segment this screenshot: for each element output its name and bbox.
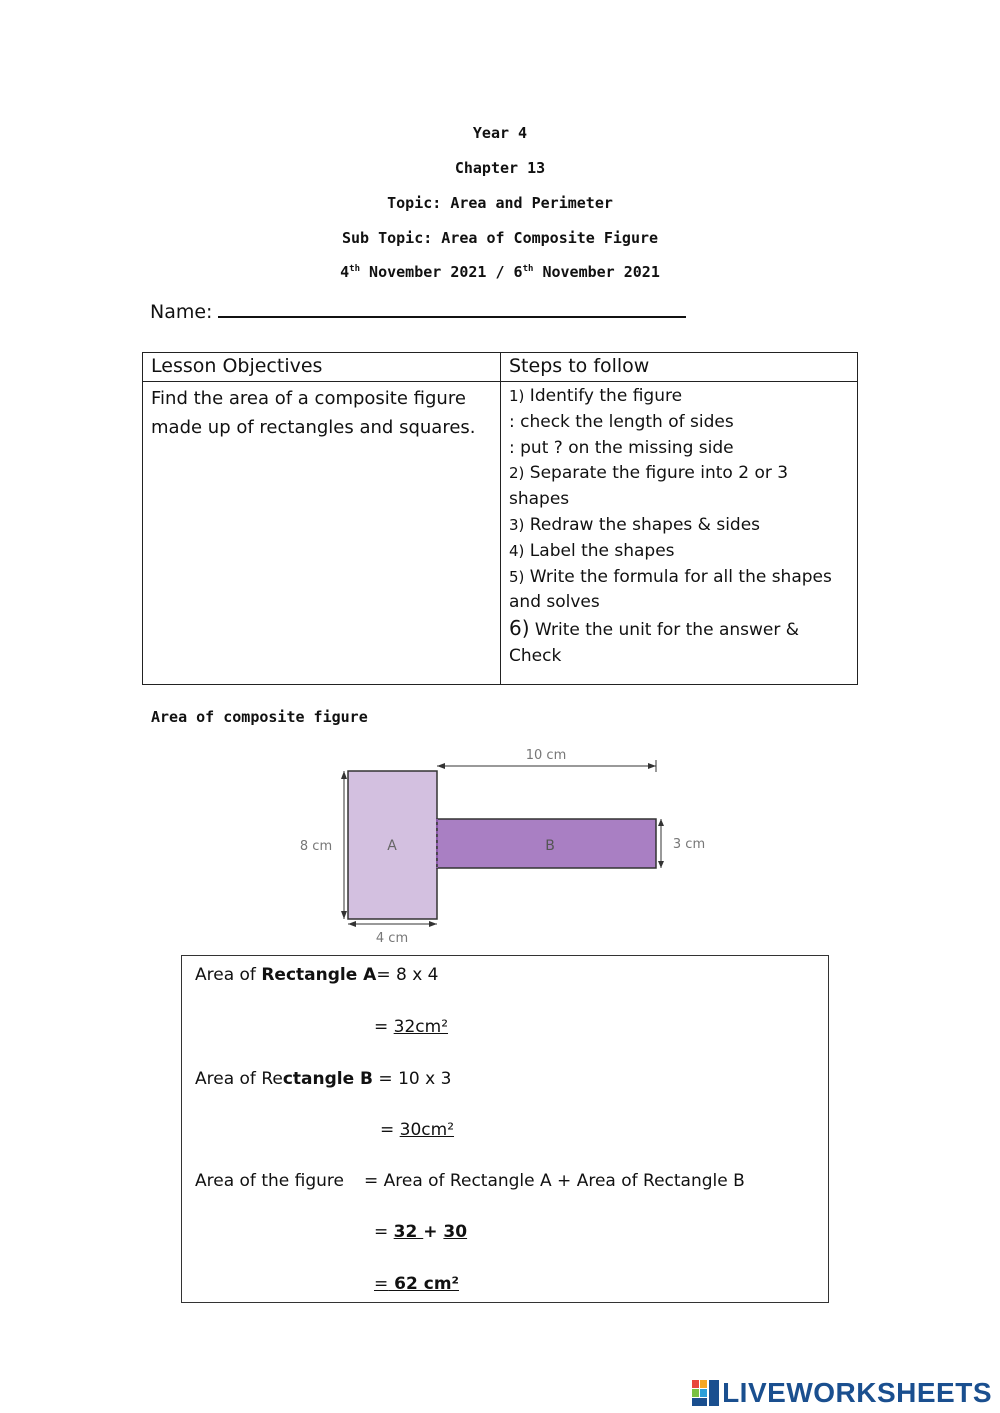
step-item [509,539,849,565]
table-body-row [143,382,858,685]
step-num: 3) [509,515,525,534]
composite-figure [280,738,730,948]
arrow-icon [658,861,664,868]
liveworksheets-logo[interactable] [692,1377,992,1409]
arrow-icon [341,911,347,919]
step-text: Separate the figure into 2 or 3 shapes [509,463,789,510]
arrow-icon [648,763,656,769]
calc-answer: 30cm² [399,1120,455,1140]
date-sup2: th [522,264,534,274]
objective-text: Find the area of a composite figure made up of rectangles and squares. [143,382,501,685]
calc-line-7 [374,1274,459,1294]
col-steps-header: Steps to follow [501,353,858,382]
arrow-icon [437,763,445,769]
calc-text: = [380,1120,400,1140]
chapter-text: Chapter 13 [454,159,546,177]
col-objectives-header: Lesson Objectives [143,353,501,382]
arrow-icon [348,921,356,927]
calc-text: = [374,1274,389,1294]
calc-bold: ctangle B [282,1069,374,1089]
year-text: Year 4 [472,124,528,142]
step-num: 2) [509,464,525,483]
step-text: Label the shapes [524,540,675,561]
chapter-heading [0,159,1000,177]
calc-text: = 10 x 3 [373,1069,452,1089]
year-heading [0,124,1000,142]
calc-line-6 [374,1222,467,1242]
date-end: November 2021 [533,263,660,281]
step-text: Write the unit for the answer & Check [509,620,800,666]
arrow-icon [341,771,347,779]
liveworksheets-logo-icon [692,1378,722,1408]
calc-text: = 8 x 4 [376,965,439,985]
calc-line-2 [374,1017,448,1037]
step-item [509,436,849,462]
calc-text: = Area of Rectangle A + Area of Rectangle B [363,1171,745,1191]
label-b: B [545,838,555,854]
calc-text: Area of Re [195,1069,283,1089]
dim-bottom-label: 4 cm [375,931,409,946]
arrow-icon [429,921,437,927]
logo-text: LIVEWORKSHEETS [722,1377,992,1408]
step-text: Write the formula for all the shapes and solves [509,566,832,613]
step-text: Redraw the shapes & sides [524,514,761,535]
calc-final-answer: 62 cm² [388,1274,459,1294]
section-title: Area of composite figure [151,708,368,726]
step-item [509,461,849,513]
subtopic-text: Sub Topic: Area of Composite Figure [341,229,659,247]
calculation-box [181,955,829,1303]
step-item [509,384,849,410]
label-a: A [387,838,397,854]
calc-line-1 [195,965,438,985]
step-num: 4) [509,541,525,560]
step-num: 5) [509,567,525,586]
steps-cell [501,382,858,685]
dim-right-label: 3 cm [672,837,706,852]
step-text: : check the length of sides [509,411,734,432]
step-num: 6) [509,616,530,641]
topic-heading [0,194,1000,212]
name-label: Name: [150,301,213,323]
calc-plus: + [423,1222,444,1242]
name-blank-line[interactable] [218,298,686,318]
step-item [509,565,849,617]
calc-answer: 32 [393,1222,424,1242]
calc-text: Area of the figure [195,1171,344,1191]
step-item [509,513,849,539]
date-sup1: th [349,264,361,274]
calc-line-4 [380,1120,454,1140]
step-item [509,410,849,436]
calc-text: = [374,1017,394,1037]
dim-top-label: 10 cm [525,748,567,763]
calc-line-5 [195,1171,745,1191]
calc-text: = [374,1222,394,1242]
dim-left-label: 8 cm [299,839,333,854]
subtopic-heading [0,229,1000,247]
calc-bold: Rectangle A [261,965,377,985]
objectives-table [142,352,858,685]
arrow-icon [658,819,664,826]
name-field[interactable] [150,298,686,323]
step-item [509,616,849,670]
date-mid: November 2021 / 6 [360,263,523,281]
date-day1: 4 [340,263,350,281]
calc-text: Area of [195,965,262,985]
topic-text: Topic: Area and Perimeter [387,194,613,212]
step-text: : put ? on the missing side [509,437,734,458]
calc-answer: 30 [443,1222,468,1242]
calc-answer: 32cm² [393,1017,449,1037]
step-num: 1) [509,387,525,405]
table-header-row [143,353,858,382]
calc-line-3 [195,1069,451,1089]
date-heading [0,263,1000,281]
step-text: Identify the figure [524,386,683,406]
